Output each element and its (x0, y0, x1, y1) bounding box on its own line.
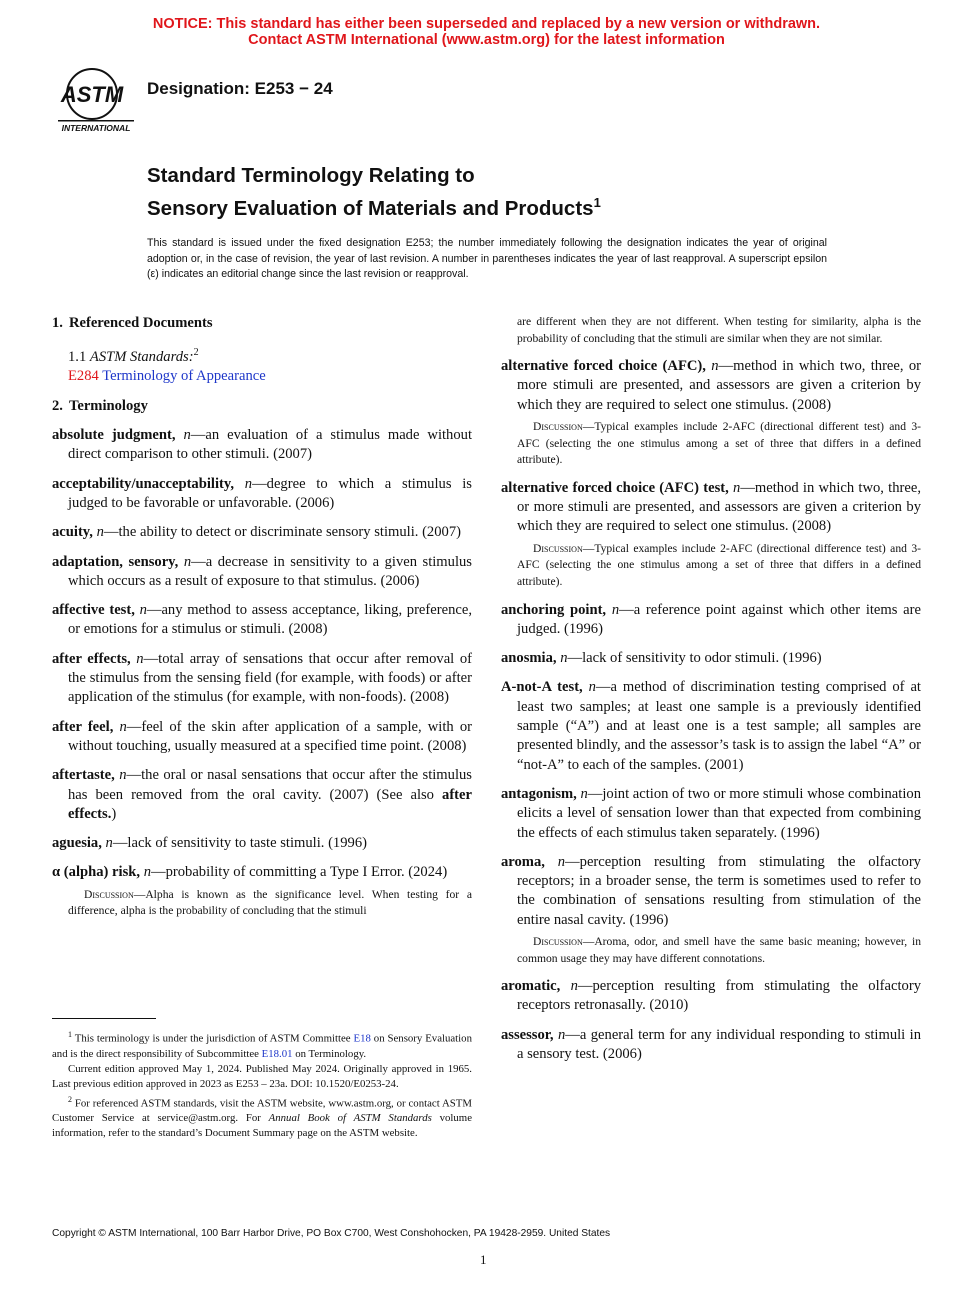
committee-e18-link[interactable]: E18 (353, 1032, 371, 1045)
definition-entry: alternative forced choice (AFC), n—method in which two, three, or more stimuli are presented, and assessors are given a criterion by which they are required to select one stimulus. (2008) (501, 358, 922, 413)
definition-entry: after effects, n—total array of sensations that occur after removal of the stimulus from the sensing field (for example, with foods) or after application of the stimulus (for example, with non-foods). (2008) (52, 650, 472, 706)
subcommittee-e18-01-link[interactable]: E18.01 (261, 1047, 293, 1060)
definition-text: —a method of discrimination testing comprised of at least two samples; at least one sample is a previously identified sample (“A”) and at least one is a test sample; all samples are presented blindly, and the assessor’s task is to assign the label “A” or “not-A” to each of the samples. (2001) (517, 679, 921, 773)
ref-title-link[interactable]: Terminology of Appearance (102, 368, 266, 385)
definition-text: —perception resulting from stimulating the olfactory receptors; in a broader sense, the term is sometimes used to refer to the combination of sensations resulting from stimulation of the entire nasal cavity. (1996) (517, 853, 921, 928)
notice-line-2: Contact ASTM International (www.astm.org) for the latest information (248, 32, 725, 48)
reference-e284[interactable] (52, 367, 472, 386)
footnote-2-ref[interactable]: 2 (193, 347, 199, 359)
page-title (147, 162, 847, 222)
discussion-alpha-risk-continued: are different when they are not different. When testing for similarity, alpha is the probability of concluding that the stimuli are similar when they are not similar. (517, 315, 921, 345)
definition-alpha-risk: α (alpha) risk, n—probability of committing a Type I Error. (2024) (52, 864, 448, 881)
term: antagonism, (501, 785, 577, 802)
definition-entry: aftertaste, n—the oral or nasal sensations that occur after the stimulus has been removed from the oral cavity. (2007) (See also after effects.) (52, 767, 472, 822)
copyright: Copyright © ASTM International, 100 Barr Harbor Drive, PO Box C700, West Conshohocken, PA 19428-2959. United States (52, 1228, 611, 1239)
term: alternative forced choice (AFC) test, (501, 479, 729, 496)
footnotes (52, 1018, 472, 1141)
definition-entry: antagonism, n—joint action of two or more stimuli whose combination elicits a level of sensation lower than that expected from combining the effects of each stimulus taken separately. (1996) (501, 785, 921, 841)
intro-paragraph: This standard is issued under the fixed designation E253; the number immediately following the designation indicates the year of original adoption or, in the case of revision, the year of last revision. A number in parentheses indicates the year of last reapproval. A superscript epsilon (ε) indicates an editorial change since the last revision or reapproval. (147, 237, 827, 281)
definition-entry: alternative forced choice (AFC) test, n—method in which two, three, or more stimuli are presented, and assessors are given a criterion by which they are required to select one stimulus. (2008) (501, 479, 921, 535)
definition-text: —perception resulting from stimulating the olfactory receptors retronasally. (2010) (517, 978, 921, 1014)
right-column (501, 314, 921, 1074)
definition-entry: aromatic, n—perception resulting from stimulating the olfactory receptors retronasally. (2010) (501, 978, 921, 1014)
discussion-note: Discussion—Typical examples include 2-AFC (directional different test) and 3-AFC (selecting the one stimulus among a set of three that differs in a defined attribute). (517, 420, 921, 467)
definition-text: —a decrease in sensitivity to a given stimulus which occurs as a result of exposure to that stimulus. (2006) (68, 553, 472, 589)
discussion-note: Discussion—Typical examples include 2-AFC (directional difference test) and 3-AFC (selecting the one stimulus among a set of three that differs in a defined attribute). (517, 541, 921, 588)
definition-text: —joint action of two or more stimuli whose combination elicits a level of sensation lower than that expected from combining the effects of each stimulus taken separately. (1996) (517, 785, 921, 841)
definition-text: —feel of the skin after application of a sample, with or without touching, usually measured at a specified time point. (2008) (68, 718, 472, 754)
term: acceptability/unacceptability, (52, 475, 235, 492)
term: aguesia, (52, 835, 102, 852)
term: aroma, (501, 853, 545, 870)
astm-logo-icon (56, 62, 136, 134)
title-line-2 (147, 189, 847, 222)
logo-subtitle: INTERNATIONAL (61, 123, 131, 133)
term: anosmia, (501, 650, 557, 667)
definition-text: —any method to assess acceptance, liking, preference, or emotions for a stimulus or stimuli. (2008) (68, 602, 472, 638)
definition-entry: acuity, n—the ability to detect or discriminate sensory stimuli. (2007) (52, 524, 461, 541)
page-number: 1 (480, 1252, 487, 1267)
footnote-1-edition: Current edition approved May 1, 2024. Published May 2024. Originally approved in 1965. Last previous edition approved in 2023 as E253 – 23a. DOI: 10.1520/E0253-24. (52, 1062, 472, 1090)
term: aromatic, (501, 978, 561, 995)
title-footnote-ref[interactable]: 1 (593, 195, 601, 210)
definition-entry: adaptation, sensory, n—a decrease in sensitivity to a given stimulus which occurs as a result of exposure to that stimulus. (2006) (52, 553, 472, 589)
definition-entry: aguesia, n—lack of sensitivity to taste stimuli. (1996) (52, 835, 367, 852)
term: acuity, (52, 524, 93, 541)
section-2-heading: 2. Terminology (52, 397, 148, 414)
definition-text: —lack of sensitivity to taste stimuli. (1996) (112, 835, 367, 852)
term: alternative forced choice (AFC), (501, 358, 706, 375)
definition-entry: aroma, n—perception resulting from stimulating the olfactory receptors; in a broader sense, the term is sometimes used to refer to the combination of sensations resulting from stimulation of the entire nasal cavity. (1996) (501, 853, 921, 928)
designation: Designation: E253 − 24 (147, 79, 333, 98)
definition-text: —total array of sensations that occur after removal of the stimulus from the sensing field (for example, with foods) or after application of the stimulus (for example, with non-foods). (2008) (68, 650, 472, 706)
definition-entry: A-not-A test, n—a method of discrimination testing comprised of at least two samples; at least one sample is a previously identified sample (“A”) and at least one is a test sample; all samples are presented blindly, and the assessor’s task is to assign the label “A” or “not-A” to each of the samples. (2001) (501, 679, 921, 773)
definition-entry: anchoring point, n—a reference point against which other items are judged. (1996) (501, 601, 921, 637)
footnote-divider (52, 1018, 156, 1019)
term: affective test, (52, 602, 135, 619)
definition-text: —method in which two, three, or more stimuli are presented, and assessors are given a criterion by which they are required to select one stimulus. (2008) (517, 358, 922, 413)
term: adaptation, sensory, (52, 553, 179, 570)
notice-banner (0, 16, 973, 48)
term: A-not-A test, (501, 679, 583, 696)
term: after effects, (52, 650, 131, 667)
term: absolute judgment, (52, 427, 176, 444)
discussion-note: Discussion—Aroma, odor, and smell have the same basic meaning; however, in common usage they may have different connotations. (517, 934, 921, 965)
definition-entry: absolute judgment, n—an evaluation of a stimulus made without direct comparison to other stimuli. (2007) (52, 427, 472, 463)
see-also-term: after effects. (68, 786, 472, 822)
ref-code-link[interactable]: E284 (68, 368, 99, 385)
title-line-1: Standard Terminology Relating to (147, 164, 475, 187)
definition-text: —the ability to detect or discriminate sensory stimuli. (2007) (103, 524, 461, 541)
notice-line-1: NOTICE: This standard has either been superseded and replaced by a new version or withdrawn. (152, 16, 821, 32)
definition-entry: affective test, n—any method to assess acceptance, liking, preference, or emotions for a stimulus or stimuli. (2008) (52, 602, 472, 638)
definition-entry: after feel, n—feel of the skin after application of a sample, with or without touching, usually measured at a specified time point. (2008) (52, 718, 472, 754)
term: α (alpha) risk, (52, 864, 141, 881)
footnote-2: $^2$ For referenced ASTM standards, visit the ASTM website, www.astm.org, or contact ASTM Customer Service at service@astm.org. For Annual Book of ASTM Standards volume information, refer to the standard’s Document Summary page on the ASTM website. (52, 1094, 472, 1140)
definition-entry: anosmia, n—lack of sensitivity to odor stimuli. (1996) (501, 650, 822, 667)
right-entry-list (501, 357, 921, 1064)
discussion-alpha-risk: Discussion—Alpha is known as the significance level. When testing for a difference, alpha is the probability of concluding that the stimuli (68, 887, 472, 918)
title-line-2-text: Sensory Evaluation of Materials and Products (147, 197, 594, 220)
section-1-heading: 1. Referenced Documents (52, 315, 213, 331)
definition-text: —lack of sensitivity to odor stimuli. (1996) (567, 650, 822, 667)
definition-text: —a reference point against which other items are judged. (1996) (517, 601, 921, 637)
definition-entry: acceptability/unacceptability, n—degree to which a stimulus is judged to be favorable or unfavorable. (2006) (52, 475, 472, 511)
definition-entry: assessor, n—a general term for any individual responding to stimuli in a sensory test. (2006) (501, 1026, 921, 1063)
definition-text: —method in which two, three, or more stimuli are presented, and assessors are given a criterion by which they are required to select one stimulus. (2008) (517, 479, 921, 535)
term: assessor, (501, 1026, 554, 1043)
left-column (52, 314, 472, 930)
term: after feel, (52, 718, 114, 735)
definition-text: —an evaluation of a stimulus made without direct comparison to other stimuli. (2007) (68, 427, 472, 463)
term: aftertaste, (52, 767, 115, 784)
logo-letters: ASTM (60, 82, 124, 107)
definition-text: —degree to which a stimulus is judged to be favorable or unfavorable. (2006) (68, 475, 472, 511)
definition-text: —a general term for any individual responding to stimuli in a sensory test. (2006) (517, 1026, 921, 1063)
section-1-1: 1.1 ASTM Standards:$^2$ (68, 347, 199, 366)
term: anchoring point, (501, 601, 607, 618)
left-entry-list (52, 426, 472, 853)
definition-text: —the oral or nasal sensations that occur after the stimulus has been removed from the oral cavity. (2007) (See also (68, 767, 472, 803)
footnote-1: $^1$ This terminology is under the jurisdiction of ASTM Committee E18 on Sensory Evaluation and is the direct responsibility of Subcommittee E18.01 on Terminology. (52, 1030, 472, 1060)
